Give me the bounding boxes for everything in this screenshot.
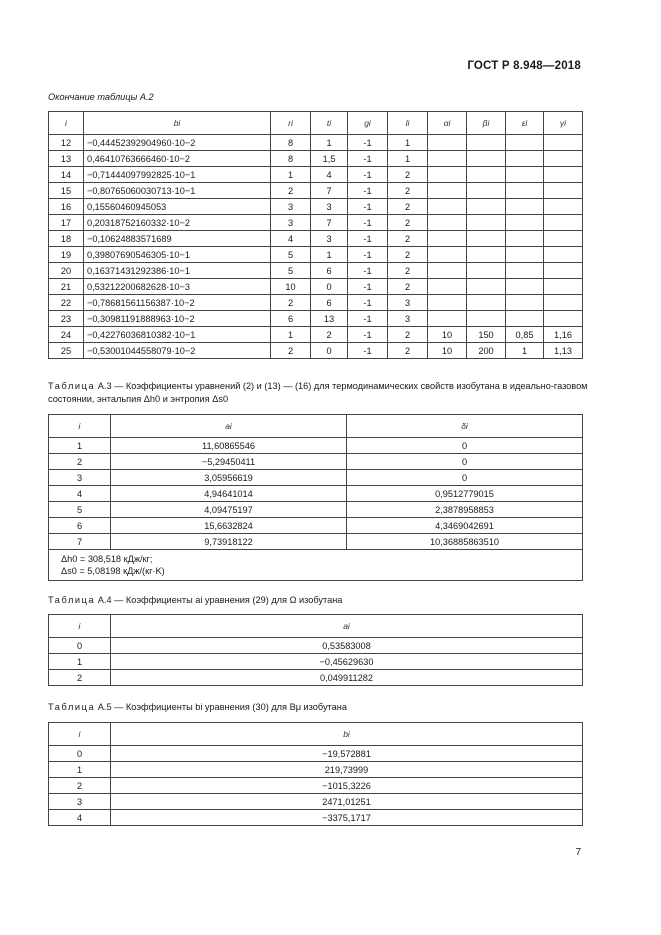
- table-cell: [467, 311, 506, 327]
- table-cell: [544, 231, 583, 247]
- table-row: [49, 247, 583, 263]
- table-cell: [428, 151, 467, 167]
- table-a2-header-cell: ri: [271, 112, 311, 135]
- table-cell: −0,78681561156387·10−2: [84, 295, 271, 311]
- table-cell: −0,71444097992825·10−1: [84, 167, 271, 183]
- table-a3-note: [49, 550, 583, 581]
- table-cell: 2: [49, 454, 111, 470]
- table-cell: -1: [348, 231, 388, 247]
- table-cell: 2: [311, 327, 348, 343]
- table-cell: 1,5: [311, 151, 348, 167]
- table-cell: 5: [49, 502, 111, 518]
- table-cell: 1: [388, 135, 428, 151]
- table-cell: 13: [311, 311, 348, 327]
- table-cell: 3: [388, 311, 428, 327]
- table-cell: 2: [388, 247, 428, 263]
- table-row: [49, 295, 583, 311]
- table-row: [49, 167, 583, 183]
- table-cell: [544, 263, 583, 279]
- table-a3-header-cell: δi: [347, 415, 583, 438]
- table-a4-header-row: [49, 615, 583, 638]
- table-cell: [544, 151, 583, 167]
- table-cell: 21: [49, 279, 84, 295]
- table-cell: -1: [348, 215, 388, 231]
- table-row: [49, 502, 583, 518]
- table-cell: 17: [49, 215, 84, 231]
- table-cell: 2: [49, 778, 111, 794]
- table-row: [49, 215, 583, 231]
- table-a3-caption: [48, 380, 588, 406]
- table-cell: [506, 151, 544, 167]
- table-cell: 2,3878958853: [347, 502, 583, 518]
- table-cell: -1: [348, 199, 388, 215]
- table-cell: [467, 247, 506, 263]
- table-a5-header-cell: bi: [111, 723, 583, 746]
- table-cell: 2: [388, 215, 428, 231]
- table-cell: 20: [49, 263, 84, 279]
- table-a5-header-cell: i: [49, 723, 111, 746]
- table-row: [49, 311, 583, 327]
- table-cell: 3: [388, 295, 428, 311]
- table-cell: [506, 135, 544, 151]
- table-cell: 24: [49, 327, 84, 343]
- table-a5-label: Таблица: [48, 702, 96, 712]
- table-cell: 14: [49, 167, 84, 183]
- table-cell: 2: [271, 343, 311, 359]
- table-cell: [467, 215, 506, 231]
- table-row: [49, 670, 583, 686]
- table-cell: 150: [467, 327, 506, 343]
- table-cell: -1: [348, 343, 388, 359]
- table-cell: 0: [347, 454, 583, 470]
- table-cell: -1: [348, 167, 388, 183]
- table-cell: 1: [49, 438, 111, 454]
- table-cell: 4: [49, 486, 111, 502]
- table-cell: [544, 295, 583, 311]
- table-a2-header-row: [49, 112, 583, 135]
- table-cell: 3: [271, 215, 311, 231]
- table-cell: [428, 247, 467, 263]
- table-cell: [428, 135, 467, 151]
- table-cell: 7: [311, 183, 348, 199]
- table-cell: [428, 295, 467, 311]
- table-row: [49, 810, 583, 826]
- table-cell: 0,15560460945053: [84, 199, 271, 215]
- table-a5-header-row: [49, 723, 583, 746]
- table-a3: [48, 414, 583, 581]
- table-cell: 15,6632824: [111, 518, 347, 534]
- table-cell: 10: [271, 279, 311, 295]
- table-a2-header-cell: εi: [506, 112, 544, 135]
- table-cell: 7: [311, 215, 348, 231]
- table-cell: [506, 215, 544, 231]
- table-cell: [428, 183, 467, 199]
- table-cell: 4: [49, 810, 111, 826]
- table-cell: −0,80765060030713·10−1: [84, 183, 271, 199]
- table-cell: 4: [271, 231, 311, 247]
- table-row: [49, 762, 583, 778]
- table-a2: [48, 111, 583, 359]
- table-row: [49, 263, 583, 279]
- table-a4: [48, 614, 583, 686]
- table-a2-header-cell: αi: [428, 112, 467, 135]
- table-cell: [428, 263, 467, 279]
- table-cell: [544, 183, 583, 199]
- table-row: [49, 470, 583, 486]
- table-cell: 0: [311, 343, 348, 359]
- table-a2-header-cell: i: [49, 112, 84, 135]
- table-cell: 3: [49, 470, 111, 486]
- table-cell: 5: [271, 263, 311, 279]
- table-cell: −3375,1717: [111, 810, 583, 826]
- table-row: [49, 279, 583, 295]
- table-cell: 2: [271, 295, 311, 311]
- table-row: [49, 343, 583, 359]
- table-cell: 1,16: [544, 327, 583, 343]
- table-cell: [467, 295, 506, 311]
- document-header: ГОСТ Р 8.948—2018: [467, 60, 581, 72]
- table-cell: 19: [49, 247, 84, 263]
- table-cell: [428, 167, 467, 183]
- table-a4-header-cell: i: [49, 615, 111, 638]
- table-cell: [467, 231, 506, 247]
- table-cell: 2: [388, 199, 428, 215]
- table-cell: −0,44452392904960·10−2: [84, 135, 271, 151]
- table-cell: 6: [311, 263, 348, 279]
- table-cell: 0,049911282: [111, 670, 583, 686]
- table-cell: [467, 167, 506, 183]
- table-cell: 219,73999: [111, 762, 583, 778]
- table-cell: 11,60865546: [111, 438, 347, 454]
- table-row: [49, 746, 583, 762]
- table-row: [49, 199, 583, 215]
- table-cell: 0: [49, 638, 111, 654]
- table-cell: [467, 263, 506, 279]
- table-cell: 16: [49, 199, 84, 215]
- table-row: [49, 135, 583, 151]
- table-cell: [506, 311, 544, 327]
- table-cell: 0,46410763666460·10−2: [84, 151, 271, 167]
- table-cell: -1: [348, 247, 388, 263]
- table-cell: 3: [311, 231, 348, 247]
- table-a2-header-cell: bi: [84, 112, 271, 135]
- table-cell: 0: [347, 470, 583, 486]
- table-a2-header-cell: ti: [311, 112, 348, 135]
- table-cell: −1015,3226: [111, 778, 583, 794]
- table-cell: 3: [311, 199, 348, 215]
- table-cell: 0,39807690546305·10−1: [84, 247, 271, 263]
- table-row: [49, 151, 583, 167]
- table-a2-header-cell: βi: [467, 112, 506, 135]
- table-cell: −0,30981191888963·10−2: [84, 311, 271, 327]
- table-a3-header-cell: ai: [111, 415, 347, 438]
- table-a4-header-cell: ai: [111, 615, 583, 638]
- table-cell: [467, 183, 506, 199]
- table-cell: [506, 167, 544, 183]
- table-cell: -1: [348, 135, 388, 151]
- table-cell: 0,20318752160332·10−2: [84, 215, 271, 231]
- page-number: 7: [575, 847, 581, 858]
- table-cell: [467, 279, 506, 295]
- table-cell: 0,53212200682628·10−3: [84, 279, 271, 295]
- table-cell: 2: [388, 167, 428, 183]
- table-cell: 0,16371431292386·10−1: [84, 263, 271, 279]
- table-cell: [544, 311, 583, 327]
- table-cell: [506, 263, 544, 279]
- table-a4-label: Таблица: [48, 595, 96, 605]
- table-cell: 5: [271, 247, 311, 263]
- table-cell: 7: [49, 534, 111, 550]
- table-cell: 10: [428, 343, 467, 359]
- table-cell: 25: [49, 343, 84, 359]
- table-cell: 8: [271, 135, 311, 151]
- table-cell: [544, 279, 583, 295]
- table-cell: 1: [49, 762, 111, 778]
- table-a3-header-cell: i: [49, 415, 111, 438]
- table-cell: 1: [271, 167, 311, 183]
- table-row: [49, 231, 583, 247]
- table-cell: 9,73918122: [111, 534, 347, 550]
- table-cell: -1: [348, 279, 388, 295]
- table-cell: 0,9512779015: [347, 486, 583, 502]
- table-cell: 0,53583008: [111, 638, 583, 654]
- table-a2-header-cell: gi: [348, 112, 388, 135]
- table-cell: 2: [271, 183, 311, 199]
- table-cell: 3: [271, 199, 311, 215]
- table-cell: [544, 199, 583, 215]
- table-cell: 2: [388, 343, 428, 359]
- table-cell: 0: [347, 438, 583, 454]
- table-row: [49, 654, 583, 670]
- table-a3-title: А.3 — Коэффициенты уравнений (2) и (13) — (16) для термодинамических свойств изобутана в идеально-газовом состоянии, энтальпия Δh0 и энтропия Δs0: [48, 381, 588, 404]
- note-delta-s0: Δs0 = 5,08198 кДж/(кг·K): [61, 566, 165, 576]
- table-cell: 10: [428, 327, 467, 343]
- table-cell: [428, 215, 467, 231]
- table-row: [49, 794, 583, 810]
- table-cell: [467, 151, 506, 167]
- table-row: [49, 183, 583, 199]
- table-a2-caption: Окончание таблицы А.2: [48, 92, 154, 102]
- table-cell: [467, 135, 506, 151]
- table-cell: [506, 279, 544, 295]
- table-cell: 1: [311, 135, 348, 151]
- table-cell: 200: [467, 343, 506, 359]
- table-cell: 1: [49, 654, 111, 670]
- table-cell: 23: [49, 311, 84, 327]
- table-cell: [506, 247, 544, 263]
- table-cell: 4,94641014: [111, 486, 347, 502]
- table-cell: -1: [348, 327, 388, 343]
- note-delta-h0: Δh0 = 308,518 кДж/кг;: [61, 554, 153, 564]
- table-cell: −0,10624883571689: [84, 231, 271, 247]
- table-cell: 22: [49, 295, 84, 311]
- table-cell: 3,05956619: [111, 470, 347, 486]
- table-row: [49, 778, 583, 794]
- table-cell: 4,3469042691: [347, 518, 583, 534]
- table-cell: 4,09475197: [111, 502, 347, 518]
- table-row: [49, 327, 583, 343]
- table-cell: 12: [49, 135, 84, 151]
- table-row: [49, 454, 583, 470]
- table-cell: 2471,01251: [111, 794, 583, 810]
- table-cell: -1: [348, 183, 388, 199]
- table-cell: −0,42276036810382·10−1: [84, 327, 271, 343]
- table-cell: 2: [388, 327, 428, 343]
- table-cell: [506, 231, 544, 247]
- table-cell: 4: [311, 167, 348, 183]
- table-cell: [506, 183, 544, 199]
- table-row: [49, 518, 583, 534]
- table-cell: −0,53001044558079·10−2: [84, 343, 271, 359]
- table-cell: 15: [49, 183, 84, 199]
- table-row: [49, 438, 583, 454]
- table-cell: [428, 279, 467, 295]
- table-cell: 13: [49, 151, 84, 167]
- table-cell: [467, 199, 506, 215]
- table-cell: 1,13: [544, 343, 583, 359]
- table-cell: -1: [348, 311, 388, 327]
- table-cell: 1: [388, 151, 428, 167]
- table-row: [49, 638, 583, 654]
- table-cell: [506, 199, 544, 215]
- table-cell: 2: [49, 670, 111, 686]
- table-cell: 2: [388, 183, 428, 199]
- table-a5-caption: [48, 701, 347, 714]
- table-cell: [544, 215, 583, 231]
- table-cell: −0,45629630: [111, 654, 583, 670]
- table-a4-caption: [48, 594, 342, 607]
- table-a3-header-row: [49, 415, 583, 438]
- table-cell: 2: [388, 263, 428, 279]
- table-a3-label: Таблица: [48, 381, 96, 391]
- table-cell: [428, 199, 467, 215]
- table-cell: -1: [348, 151, 388, 167]
- table-cell: 0: [311, 279, 348, 295]
- table-a4-title: А.4 — Коэффициенты ai уравнения (29) для Ω изобутана: [97, 595, 343, 605]
- table-a5: [48, 722, 583, 826]
- table-cell: 1: [271, 327, 311, 343]
- table-cell: −5,29450411: [111, 454, 347, 470]
- table-cell: −19,572881: [111, 746, 583, 762]
- table-a2-header-cell: γi: [544, 112, 583, 135]
- table-cell: [544, 247, 583, 263]
- table-cell: [544, 167, 583, 183]
- table-cell: 6: [311, 295, 348, 311]
- table-cell: [544, 135, 583, 151]
- table-cell: 6: [49, 518, 111, 534]
- table-cell: [506, 295, 544, 311]
- table-cell: 0: [49, 746, 111, 762]
- table-cell: [428, 231, 467, 247]
- table-a5-title: А.5 — Коэффициенты bi уравнения (30) для Bμ изобутана: [97, 702, 347, 712]
- table-a2-header-cell: li: [388, 112, 428, 135]
- table-cell: 1: [506, 343, 544, 359]
- table-cell: 0,85: [506, 327, 544, 343]
- table-cell: -1: [348, 263, 388, 279]
- table-cell: 6: [271, 311, 311, 327]
- table-row: [49, 534, 583, 550]
- table-cell: 8: [271, 151, 311, 167]
- table-cell: 2: [388, 231, 428, 247]
- table-cell: [428, 311, 467, 327]
- table-cell: 1: [311, 247, 348, 263]
- table-cell: 2: [388, 279, 428, 295]
- table-cell: -1: [348, 295, 388, 311]
- table-cell: 3: [49, 794, 111, 810]
- table-cell: 10,36885863510: [347, 534, 583, 550]
- table-row: [49, 486, 583, 502]
- table-cell: 18: [49, 231, 84, 247]
